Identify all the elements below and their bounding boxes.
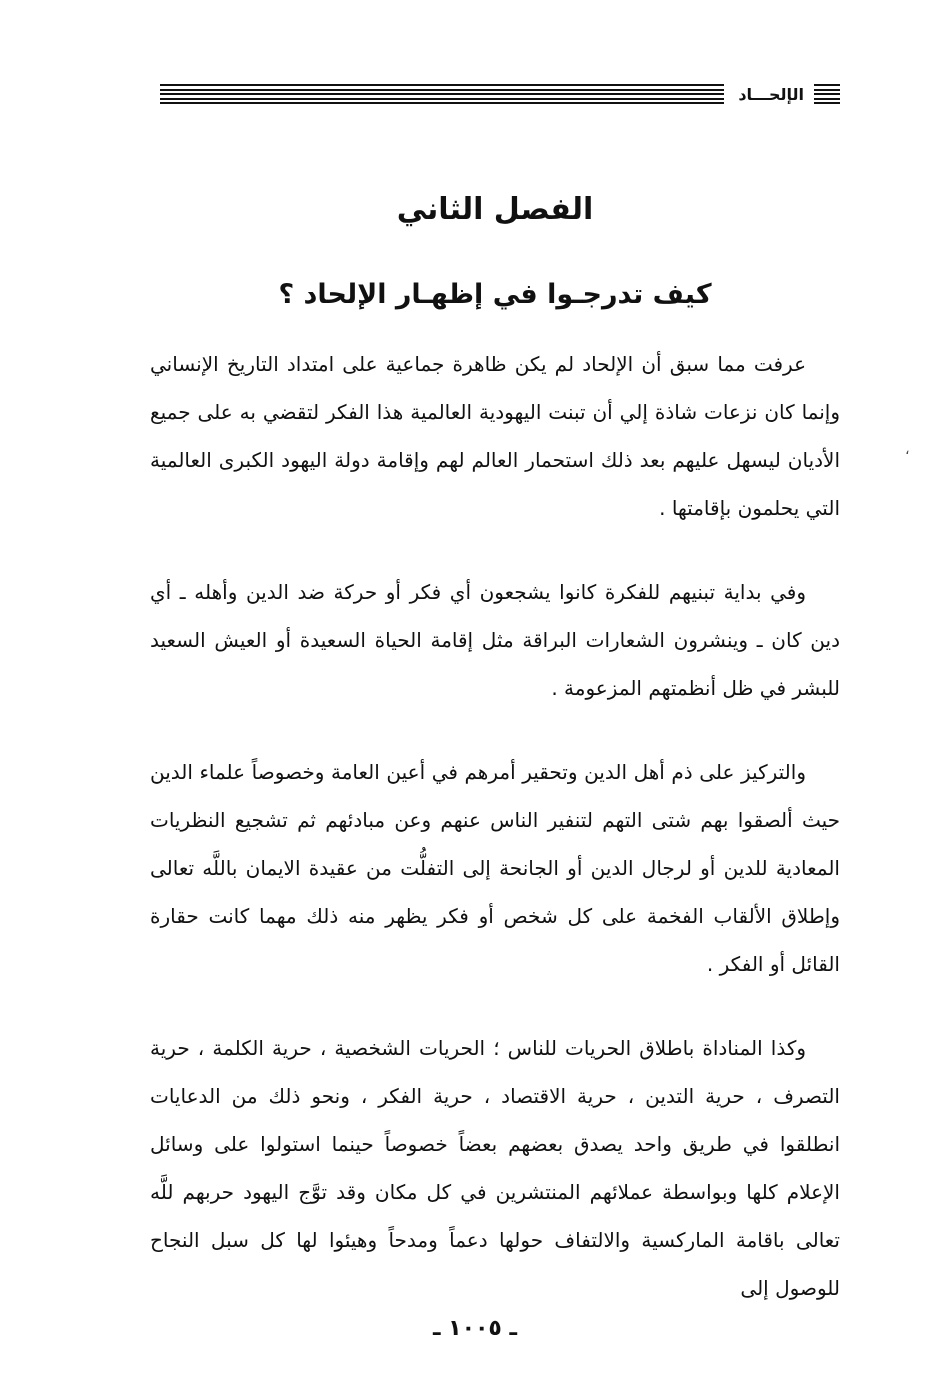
body-text [150, 340, 840, 1312]
header-rule [160, 84, 724, 104]
header-ornament-icon [814, 84, 840, 104]
paragraph: والتركيز على ذم أهل الدين وتحقير أمرهم في أعين العامة وخصوصاً علماء الدين حيث ألصقوا بهم شتى التهم لتنفير الناس عنهم وعن مبادئهم ثم تشجيع النظريات المعادية للدين أو لرجال الدين أو الجانحة إلى التفلُّت من عقيدة الايمان باللَّه تعالى وإطلاق الألقاب الفخمة على كل شخص أو فكر يظهر منه ذلك مهما كانت حقارة القائل أو الفكر . [150, 760, 840, 976]
section-title: كيف تدرجـوا في إظهـار الإلحاد ؟ [278, 279, 712, 310]
header-title: الإلحـــاد [738, 84, 804, 104]
paragraph: عرفت مما سبق أن الإلحاد لم يكن ظاهرة جماعية على امتداد التاريخ الإنساني وإنما كان نزعات شاذة إلي أن تبنت اليهودية العالمية هذا الفكر لتقضي به على جميع الأديان ليسهل عليهم بعد ذلك استحمار العالم لهم وإقامة دولة اليهود الكبرى العالمية التي يحلمون بإقامتها . [150, 352, 840, 520]
running-header [160, 82, 840, 106]
chapter-title: الفصل الثاني [396, 192, 594, 227]
margin-mark-icon: ، [905, 442, 910, 458]
paragraph: وفي بداية تبنيهم للفكرة كانوا يشجعون أي فكر أو حركة ضد الدين وأهله ـ أي دين كان ـ وينشرون الشعارات البراقة مثل إقامة الحياة السعيدة أو العيش السعيد للبشر في ظل أنظمتهم المزعومة . [150, 580, 840, 700]
page-number: ـ ١٠٠٥ ـ [432, 1316, 518, 1341]
paragraph: وكذا المناداة باطلاق الحريات للناس ؛ الحريات الشخصية ، حرية الكلمة ، حرية التصرف ، حرية التدين ، حرية الاقتصاد ، حرية الفكر ، ونحو ذلك من الدعايات انطلقوا في طريق واحد يصدق بعضهم بعضاً خصوصاً حينما استولوا على وسائل الإعلام كلها وبواسطة عملائهم المنتشرين في كل مكان وقد توَّج اليهود حربهم للَّه تعالى باقامة الماركسية والالتفاف حولها دعماً ومدحاً وهيئوا لها كل سبل النجاح للوصول إلى [150, 1036, 840, 1300]
